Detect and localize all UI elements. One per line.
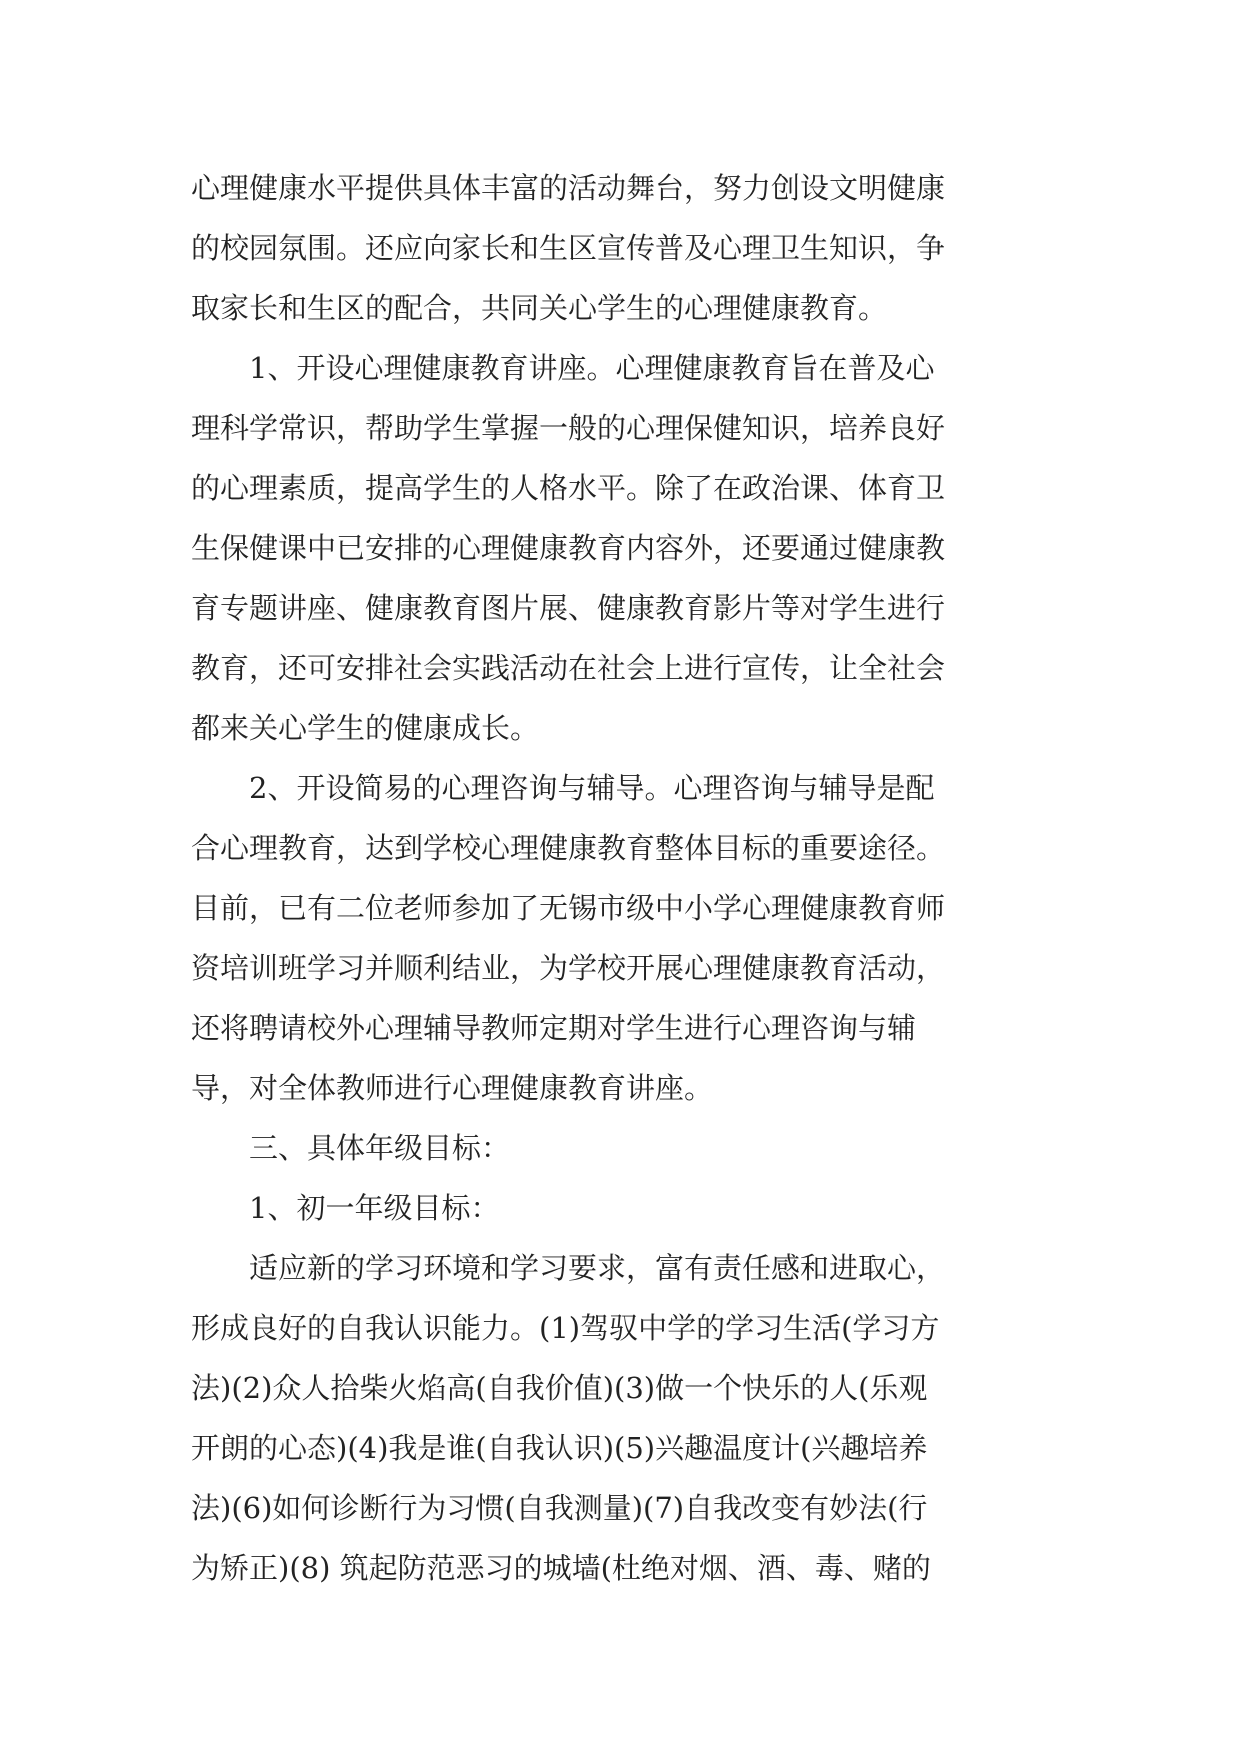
text-line: 1、初一年级目标： bbox=[249, 1191, 500, 1225]
text-line: 心理健康水平提供具体丰富的活动舞台，努力创设文明健康 bbox=[191, 171, 946, 205]
text-line: 生保健课中已安排的心理健康教育内容外，还要通过健康教 bbox=[191, 531, 946, 565]
text-line: 1、开设心理健康教育讲座。心理健康教育旨在普及心 bbox=[249, 351, 935, 385]
text-line: 教育，还可安排社会实践活动在社会上进行宣传，让全社会 bbox=[191, 651, 946, 685]
text-line: 三、具体年级目标： bbox=[249, 1131, 511, 1165]
text-line: 合心理教育，达到学校心理健康教育整体目标的重要途径。 bbox=[191, 831, 946, 865]
text-line: 2、开设简易的心理咨询与辅导。心理咨询与辅导是配 bbox=[249, 771, 935, 805]
text-line: 为矫正)(8) 筑起防范恶习的城墙(杜绝对烟、酒、毒、赌的 bbox=[191, 1551, 931, 1585]
text-line: 还将聘请校外心理辅导教师定期对学生进行心理咨询与辅 bbox=[191, 1011, 917, 1045]
text-line: 的校园氛围。还应向家长和生区宣传普及心理卫生知识，争 bbox=[191, 231, 946, 265]
text-line: 法)(6)如何诊断行为习惯(自我测量)(7)自我改变有妙法(行 bbox=[191, 1491, 928, 1525]
text-line: 育专题讲座、健康教育图片展、健康教育影片等对学生进行 bbox=[191, 591, 946, 625]
text-line: 导，对全体教师进行心理健康教育讲座。 bbox=[191, 1071, 714, 1105]
text-line: 的心理素质，提高学生的人格水平。除了在政治课、体育卫 bbox=[191, 471, 946, 505]
text-line: 开朗的心态)(4)我是谁(自我认识)(5)兴趣温度计(兴趣培养 bbox=[191, 1431, 928, 1465]
text-line: 适应新的学习环境和学习要求，富有责任感和进取心， bbox=[249, 1251, 946, 1285]
body-text bbox=[191, 158, 1051, 1598]
text-line: 都来关心学生的健康成长。 bbox=[191, 711, 540, 745]
text-line: 形成良好的自我认识能力。(1)驾驭中学的学习生活(学习方 bbox=[191, 1311, 940, 1345]
text-line: 取家长和生区的配合，共同关心学生的心理健康教育。 bbox=[191, 291, 888, 325]
text-line: 理科学常识，帮助学生掌握一般的心理保健知识，培养良好 bbox=[191, 411, 946, 445]
text-line: 目前，已有二位老师参加了无锡市级中小学心理健康教育师 bbox=[191, 891, 946, 925]
text-line: 法)(2)众人拾柴火焰高(自我价值)(3)做一个快乐的人(乐观 bbox=[191, 1371, 928, 1405]
text-line: 资培训班学习并顺利结业，为学校开展心理健康教育活动， bbox=[191, 951, 946, 985]
